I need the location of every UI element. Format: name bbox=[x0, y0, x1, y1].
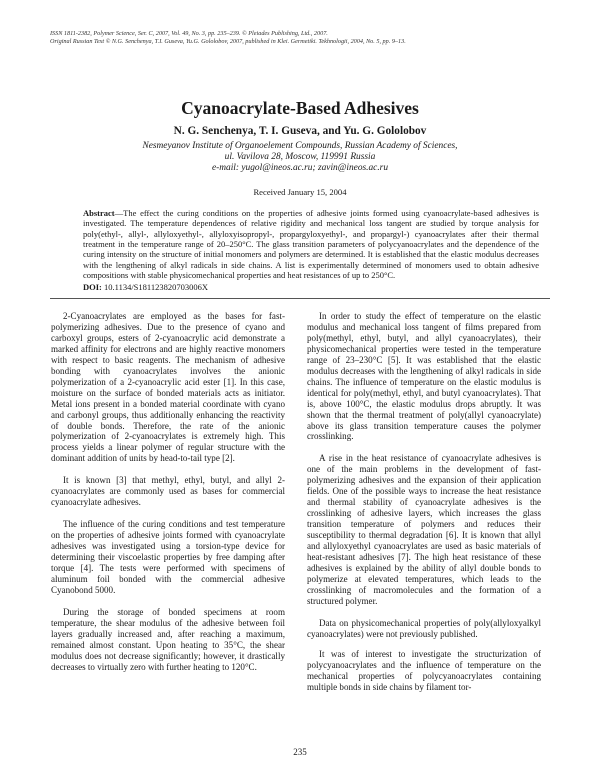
paper-title: Cyanoacrylate-Based Adhesives bbox=[181, 98, 419, 118]
section-divider bbox=[50, 298, 550, 299]
paragraph: In order to study the effect of temperature on the elastic modulus and mechanical loss tangent of films prepared from poly(methyl, ethyl, butyl, and allyl cyanoacrylates), their physicomechanical properties were tested in the temperature range of 23–230°C [5]. It was established that the elastic modulus decreases with the lengthening of alkyl radicals in side chains. The influence of temperature on the elastic modulus is identical for poly(methyl, ethyl, and butyl cyanoacrylates). That is, above 100°C, the elastic modulus drops abruptly. It was shown that the thermal treatment of poly(allyl cyanoacrylate) above its glass transition temperature causes the polymer crosslinking. bbox=[307, 311, 541, 442]
paragraph: The influence of the curing conditions and test temperature on the properties of adhesive joints formed with cyanoacrylate adhesives was investigated using a torsion-type device for determining their viscoelastic properties by free damping after torque [4]. The tests were performed with specimens of aluminum foil bonded with the commercial adhesive Cyanobond 5000. bbox=[51, 519, 285, 595]
paper-authors: N. G. Senchenya, T. I. Guseva, and Yu. G. Gololobov bbox=[173, 125, 427, 137]
paragraph: It was of interest to investigate the structurization of polycyanoacrylates and the influence of temperature on the mechanical properties of polycyanoacrylates containing multiple bonds in side chains by filament tor- bbox=[307, 648, 541, 692]
body-column-right bbox=[307, 311, 541, 704]
abstract bbox=[83, 208, 539, 280]
page-number: 235 bbox=[293, 747, 307, 757]
affiliation-institute: Nesmeyanov Institute of Organoelement Compounds, Russian Academy of Sciences, bbox=[142, 141, 458, 151]
paragraph: 2-Cyanoacrylates are employed as the bases for fast-polymerizing adhesives. Due to the presence of cyano and carboxyl groups, esters of 2-cyanoacrylic acid demonstrate a marked affinity for electrons and are highly reactive monomers with respect to basic reagents. The mechanism of adhesive bonding with cyanoacrylates involves the anionic polymerization of a 2-cyanoacrylic acid ester [1]. In this case, moisture on the surface of bonded materials acts as initiator. Metal ions present in a bonded material coordinate with cyano and carbonyl groups, thus additionally enhancing the reactivity of double bonds. Therefore, the rate of the anionic polymerization of 2-cyanoacrylates is extremely high. This process yields a linear polymer of regular structure with the dominant addition of units by head-to-tail type [2]. bbox=[51, 311, 285, 464]
paragraph: Data on physicomechanical properties of poly(allyloxyalkyl cyanoacrylates) were not previously published. bbox=[307, 617, 541, 639]
header-issn-line: ISSN 1811-2382, Polymer Science, Ser. C, 2007, Vol. 49, No. 3, pp. 235–239. © Pleiades Publishing, Ltd., 2007. bbox=[50, 30, 328, 37]
body-column-left bbox=[51, 311, 285, 684]
doi bbox=[83, 282, 539, 292]
header-original-text-line: Original Russian Text © N.G. Senchenya, T.I. Guseva, Yu.G. Gololobov, 2007, published in Klei. Germetiki. Tekhnologii, 2004, No. 5, pp. 9–13. bbox=[50, 38, 406, 46]
abstract-text: —The effect the curing conditions on the properties of adhesive joints formed using cyanoacrylate-based adhesives is investigated. The temperature dependences of relative rigidity and mechanical loss tangent are studied by torque analysis for poly(ethyl-, allyl-, allyloxyethyl-, allyloxyisopropyl-, propargyloxyethyl-, and propargyl-) cyanoacrylates after their thermal treatment in the temperature range of 20–250°C. The glass transition parameters of polycyanoacrylates and the dependence of the curing intensity on the structure of initial monomers and polymers are determined. It is established that the elastic modulus decreases with the lengthening of alkyl radicals in side chains. A list is experimentally determined of monomers used to obtain adhesive compositions with stable physicomechanical properties and heat resistances of up to 250°C. bbox=[83, 208, 539, 280]
received-date: Received January 15, 2004 bbox=[253, 187, 347, 197]
doi-label: DOI: bbox=[83, 282, 102, 292]
paragraph: A rise in the heat resistance of cyanoacrylate adhesives is one of the main problems in the development of fast-polymerizing adhesives and the expansion of their application fields. One of the possible ways to increase the heat resistance and thermal stability of cyanoacrylate adhesives is the crosslinking of adhesive layers, which increases the glass transition temperature of polymers and reduces their susceptibility to thermal degradation [6]. It is known that allyl and allyloxyethyl cyanoacrylates are used as basic materials of heat-resistant adhesives [7]. The high heat resistance of these adhesives is explained by the ability of allyl double bonds to polymerize at elevated temperatures, which leads to the crosslinking of macromolecules and the formation of a structured polymer. bbox=[307, 453, 541, 606]
journal-header bbox=[50, 30, 550, 47]
affiliation bbox=[50, 141, 550, 175]
affiliation-address: ul. Vavilova 28, Moscow, 119991 Russia bbox=[224, 152, 376, 163]
affiliation-email: e-mail: yugol@ineos.ac.ru; zavin@ineos.ac.ru bbox=[211, 163, 389, 174]
paragraph: During the storage of bonded specimens at room temperature, the shear modulus of the adhesive between foil layers gradually increased and, after reaching a maximum, remained almost constant. Upon heating to 35°C, the shear modulus does not decrease significantly; however, it drastically decreases to virtually zero with further heating to 120°C. bbox=[51, 606, 285, 672]
doi-value: 10.1134/S181123820703006X bbox=[104, 282, 208, 292]
paragraph: It is known [3] that methyl, ethyl, butyl, and allyl 2-cyanoacrylates are commonly used as bases for commercial cyanoacrylate adhesives. bbox=[51, 475, 285, 508]
abstract-label: Abstract bbox=[83, 208, 115, 218]
